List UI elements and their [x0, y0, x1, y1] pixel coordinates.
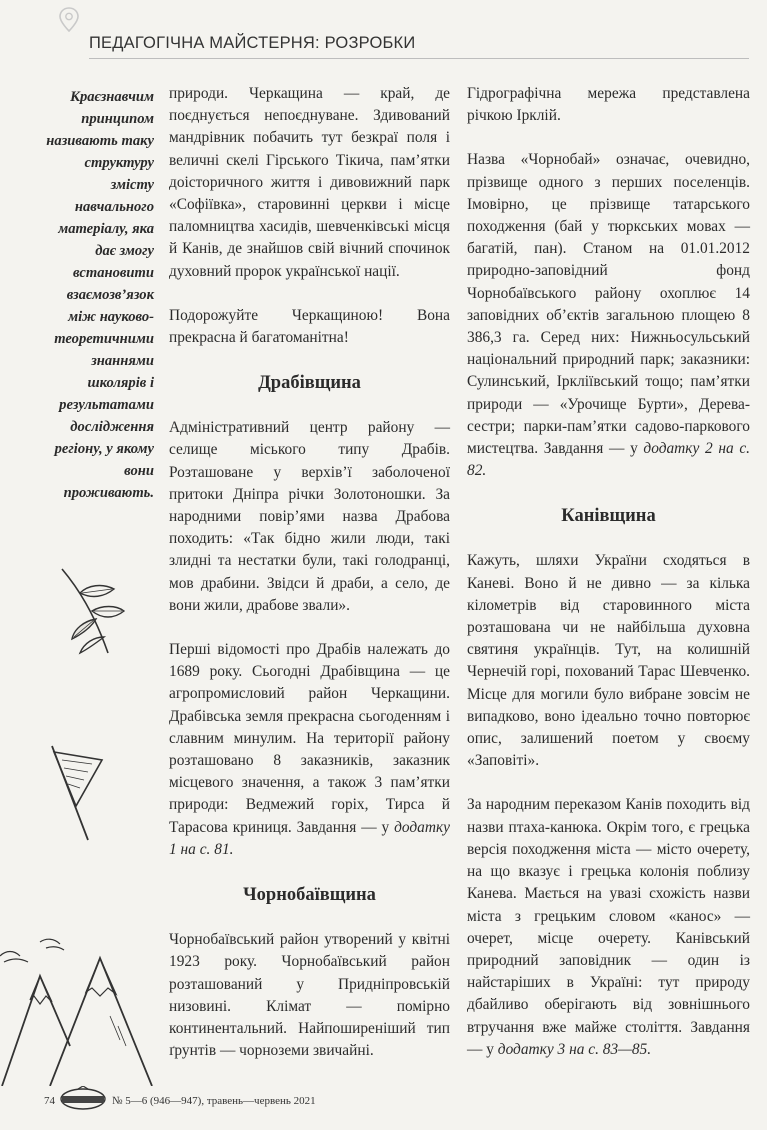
heading-drabivshchyna: Драбівщина	[258, 373, 361, 394]
location-pin-icon	[57, 6, 81, 39]
mountains-icon	[0, 936, 165, 1091]
appendix-reference: додатку 1 на с. 81.	[169, 818, 450, 858]
heading-kanivshchyna: Канівщина	[561, 506, 656, 527]
appendix-reference: додатку 2 на с. 82.	[467, 440, 750, 480]
page-number: 74	[44, 1095, 55, 1107]
paragraph: Кажуть, шляхи України сходяться в Каневі. Воно й не дивно — за кілька кілометрів від старовинного міста розташована чи не найбільша духовна святиня українців. Тут, на колишній Чернечій горі, похований Тарас Шевченко. Місце для могили було вибране зовсім не випадково, воно ідеально точно повторює опис, залишений поетом у своєму «Заповіті».	[467, 552, 750, 770]
page-header	[57, 32, 747, 58]
header-divider	[89, 58, 749, 59]
text-column-1	[169, 83, 450, 1062]
appendix-reference: додатку 3 на с. 83—85.	[497, 1040, 652, 1058]
page-footer	[44, 1092, 444, 1112]
section-title: ПЕДАГОГІЧНА МАЙСТЕРНЯ: РОЗРОБКИ	[89, 34, 416, 52]
paragraph	[467, 794, 750, 1060]
heading-chornobaivshchyna: Чорнобаївщина	[243, 885, 376, 906]
branch-leaves-icon	[58, 563, 128, 663]
paragraph-text: Перші відомості про Драбів належать до 1689 року. Сьогодні Драбівщина — це агропромисловий район Черкащини. Драбівська земля прекрасна сьогоденням і славним минулим. На території району розташовано 8 заказників, заказник місцевого значення, а також 3 пам’ятки природи: Ведмежий горіх, Тирса й Тарасова криниця. Завдання — у	[169, 641, 450, 836]
pennant-flag-icon	[44, 742, 106, 847]
paragraph: природи. Черкащина — край, де поєднується непоєднуване. Здивований мандрівник побачить тут безкраї поля і величні скелі Гірського Тікича, пам’ятки доісторичного життя і дивовижний парк «Софіївка», старовинні церкви і місце паломництва хасидів, шевченківські місця й Канів, де знайшов свій вічний спочинок духовний пророк української нації.	[169, 85, 450, 280]
paragraph: Адміністративний центр району — селище міського типу Драбів. Розташоване у верхів’ї заболоченої притоки Дніпра річки Золотоношки. За народними повір’ями назва Драбова походить: «Так бідно жили люди, такі злидні та нестатки були, такі голодранці, мов драбини. Звідси й драби, а село, де вони жили, драбове звали».	[169, 419, 450, 614]
paragraph: Чорнобаївський район утворений у квітні 1923 року. Чорнобаївський район розташований у Придніпровській низовині. Клімат — помірно континентальний. Найпоширеніший тип ґрунтів — чорноземи звичайні.	[169, 931, 450, 1060]
sidebar-quote: Краєзнавчим принципом називають таку структуру змісту навчального матеріалу, яка дає змогу встановити взаємозв’язок між науково-теоретичними знаннями школярів і результатами дослідження регіону, у якому вони проживають.	[46, 89, 154, 501]
issue-info: № 5—6 (946—947), травень—червень 2021	[112, 1095, 316, 1107]
paragraph	[169, 639, 450, 861]
paragraph-text: Назва «Чорнобай» означає, очевидно, прізвище одного з перших поселенців. Імовірно, це прізвище татарського походження (бай у тюркських мовах — багатій, пан). Станом на 01.01.2012 природно-заповідний фонд Чорнобаївського району охоплює 14 заповідних об’єктів загальною площею 8 386,3 га. Серед них: Нижньосульський національний природний парк; заказники: Сулинський, Ірклiївський тощо; пам’ятки природи — «Урочище Бурти», Дерева-сестри; парки-пам’ятки садово-паркового мистецтва. Завдання — у	[467, 151, 750, 458]
text-column-2	[467, 83, 750, 1061]
paragraph-text: За народним переказом Канів походить від назви птаха-канюка. Окрім того, є грецька версія походження міста — місто очерету, на що вказує і грецька колонія поблизу Канева. Мається на увазі схожість назви міста з грецьким словом «канос» — очерет, місце очерету. Канівський природний заповідник — один із найстаріших в Україні: тут природу дбайливо оберігають від зовнішнього втручання вже майже століття. Завдання — у	[467, 796, 750, 1058]
magazine-logo-icon	[58, 1086, 108, 1115]
paragraph: Гідрографічна мережа представлена річкою Ірклій.	[467, 85, 750, 125]
paragraph	[467, 149, 750, 482]
paragraph: Подорожуйте Черкащиною! Вона прекрасна й багатоманітна!	[169, 306, 450, 347]
